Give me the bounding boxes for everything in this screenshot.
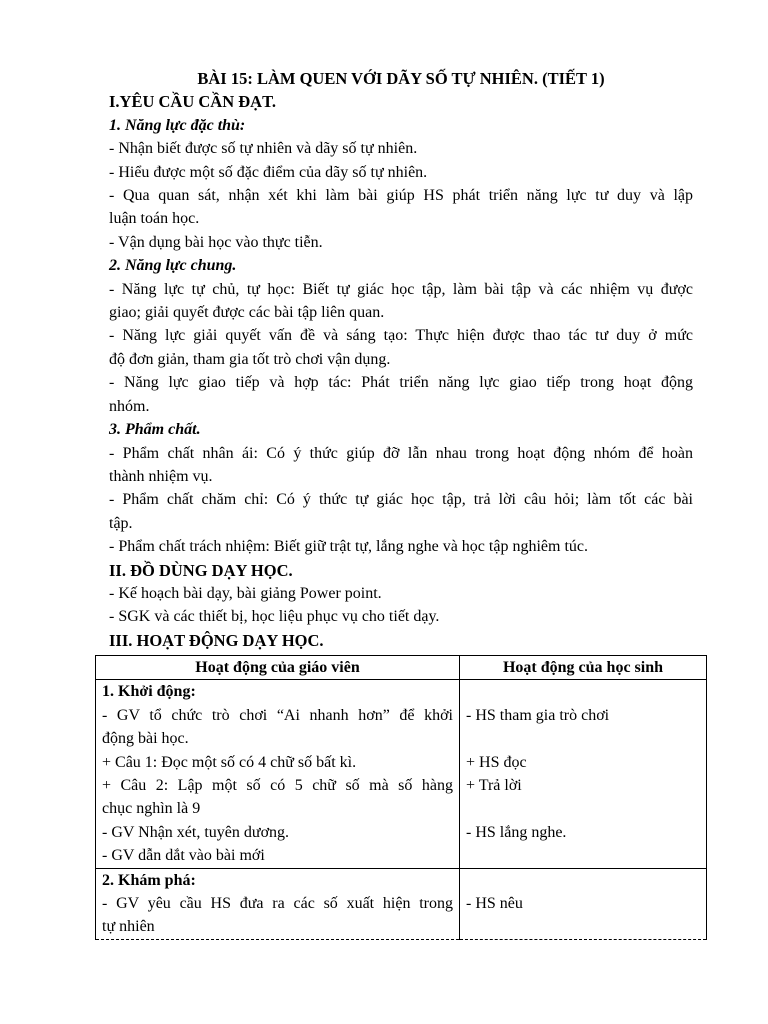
- paragraph: giao; giải quyết được các bài tập liên quan.: [109, 304, 385, 322]
- paragraph: thành nhiệm vụ.: [109, 467, 213, 485]
- teacher-activity-cell: [96, 680, 460, 868]
- subsection-2-heading: 2. Năng lực chung.: [109, 257, 237, 275]
- activity-heading: 1. Khởi động:: [102, 683, 196, 701]
- activity-table: [95, 655, 707, 940]
- table-row: [96, 680, 707, 868]
- teacher-column-header: Hoạt động của giáo viên: [96, 656, 460, 680]
- section-3-heading: III. HOẠT ĐỘNG DẠY HỌC.: [109, 630, 324, 650]
- cell-line: - GV dẫn dắt vào bài mới: [102, 847, 265, 865]
- student-column-header: Hoạt động của học sinh: [460, 656, 707, 680]
- paragraph: - Kế hoạch bài dạy, bài giảng Power point.: [109, 584, 382, 602]
- paragraph: - Phẩm chất nhân ái: Có ý thức giúp đỡ lẫn nhau trong hoạt động nhóm để hoàn: [109, 444, 693, 462]
- paragraph: - Nhận biết được số tự nhiên và dãy số tự nhiên.: [109, 140, 418, 158]
- paragraph: - Năng lực tự chủ, tự học: Biết tự giác học tập, làm bài tập và các nhiệm vụ được: [109, 280, 693, 298]
- teacher-activity-cell: [96, 868, 460, 939]
- section-1-heading: I.YÊU CẦU CẦN ĐẠT.: [109, 92, 276, 112]
- paragraph: - Phẩm chất trách nhiệm: Biết giữ trật tự, lắng nghe và học tập nghiêm túc.: [109, 538, 588, 556]
- cell-line: + HS đọc: [466, 753, 527, 771]
- cell-line: + Trả lời: [466, 777, 522, 794]
- section-2-heading: II. ĐỒ DÙNG DẠY HỌC.: [109, 560, 293, 580]
- table-row: [96, 868, 707, 939]
- document-body: [109, 67, 693, 652]
- paragraph: nhóm.: [109, 397, 150, 415]
- lesson-title: BÀI 15: LÀM QUEN VỚI DÃY SỐ TỰ NHIÊN. (TIẾT 1): [197, 69, 605, 88]
- paragraph: - Vận dụng bài học vào thực tiễn.: [109, 233, 323, 251]
- paragraph: - Năng lực giải quyết vấn đề và sáng tạo: Thực hiện được thao tác tư duy ở mức: [109, 327, 693, 345]
- cell-line: tự nhiên: [102, 918, 155, 936]
- paragraph: - Qua quan sát, nhận xét khi làm bài giúp HS phát triển năng lực tư duy và lập: [109, 187, 693, 205]
- cell-line: + Câu 2: Lập một số có 5 chữ số mà số hàng: [102, 777, 453, 795]
- paragraph: - Năng lực giao tiếp và hợp tác: Phát triển năng lực giao tiếp trong hoạt động: [109, 374, 693, 392]
- cell-line: động bài học.: [102, 730, 189, 748]
- cell-line: - GV tổ chức trò chơi “Ai nhanh hơn” để khởi: [102, 706, 453, 724]
- paragraph: luận toán học.: [109, 210, 200, 228]
- cell-line: - HS lắng nghe.: [466, 823, 567, 841]
- paragraph: - Hiểu được một số đặc điểm của dãy số tự nhiên.: [109, 163, 428, 181]
- subsection-1-heading: 1. Năng lực đặc thù:: [109, 116, 246, 134]
- table-header-row: [96, 656, 707, 680]
- activity-heading: 2. Khám phá:: [102, 871, 196, 889]
- paragraph: - SGK và các thiết bị, học liệu phục vụ cho tiết dạy.: [109, 608, 440, 626]
- student-activity-cell: [460, 680, 707, 868]
- cell-line: chục nghìn là 9: [102, 800, 201, 818]
- paragraph: tập.: [109, 514, 133, 532]
- cell-line: - HS nêu: [466, 895, 523, 913]
- paragraph: độ đơn giản, tham gia tốt trò chơi vận dụng.: [109, 350, 391, 368]
- paragraph: - Phẩm chất chăm chỉ: Có ý thức tự giác học tập, trả lời câu hỏi; làm tốt các bài: [109, 491, 693, 509]
- subsection-3-heading: 3. Phẩm chất.: [109, 421, 201, 439]
- cell-line: - GV Nhận xét, tuyên dương.: [102, 823, 290, 841]
- cell-line: - GV yêu cầu HS đưa ra các số xuất hiện trong: [102, 895, 453, 913]
- student-activity-cell: [460, 868, 707, 939]
- cell-line: + Câu 1: Đọc một số có 4 chữ số bất kì.: [102, 753, 357, 771]
- cell-line: - HS tham gia trò chơi: [466, 706, 610, 724]
